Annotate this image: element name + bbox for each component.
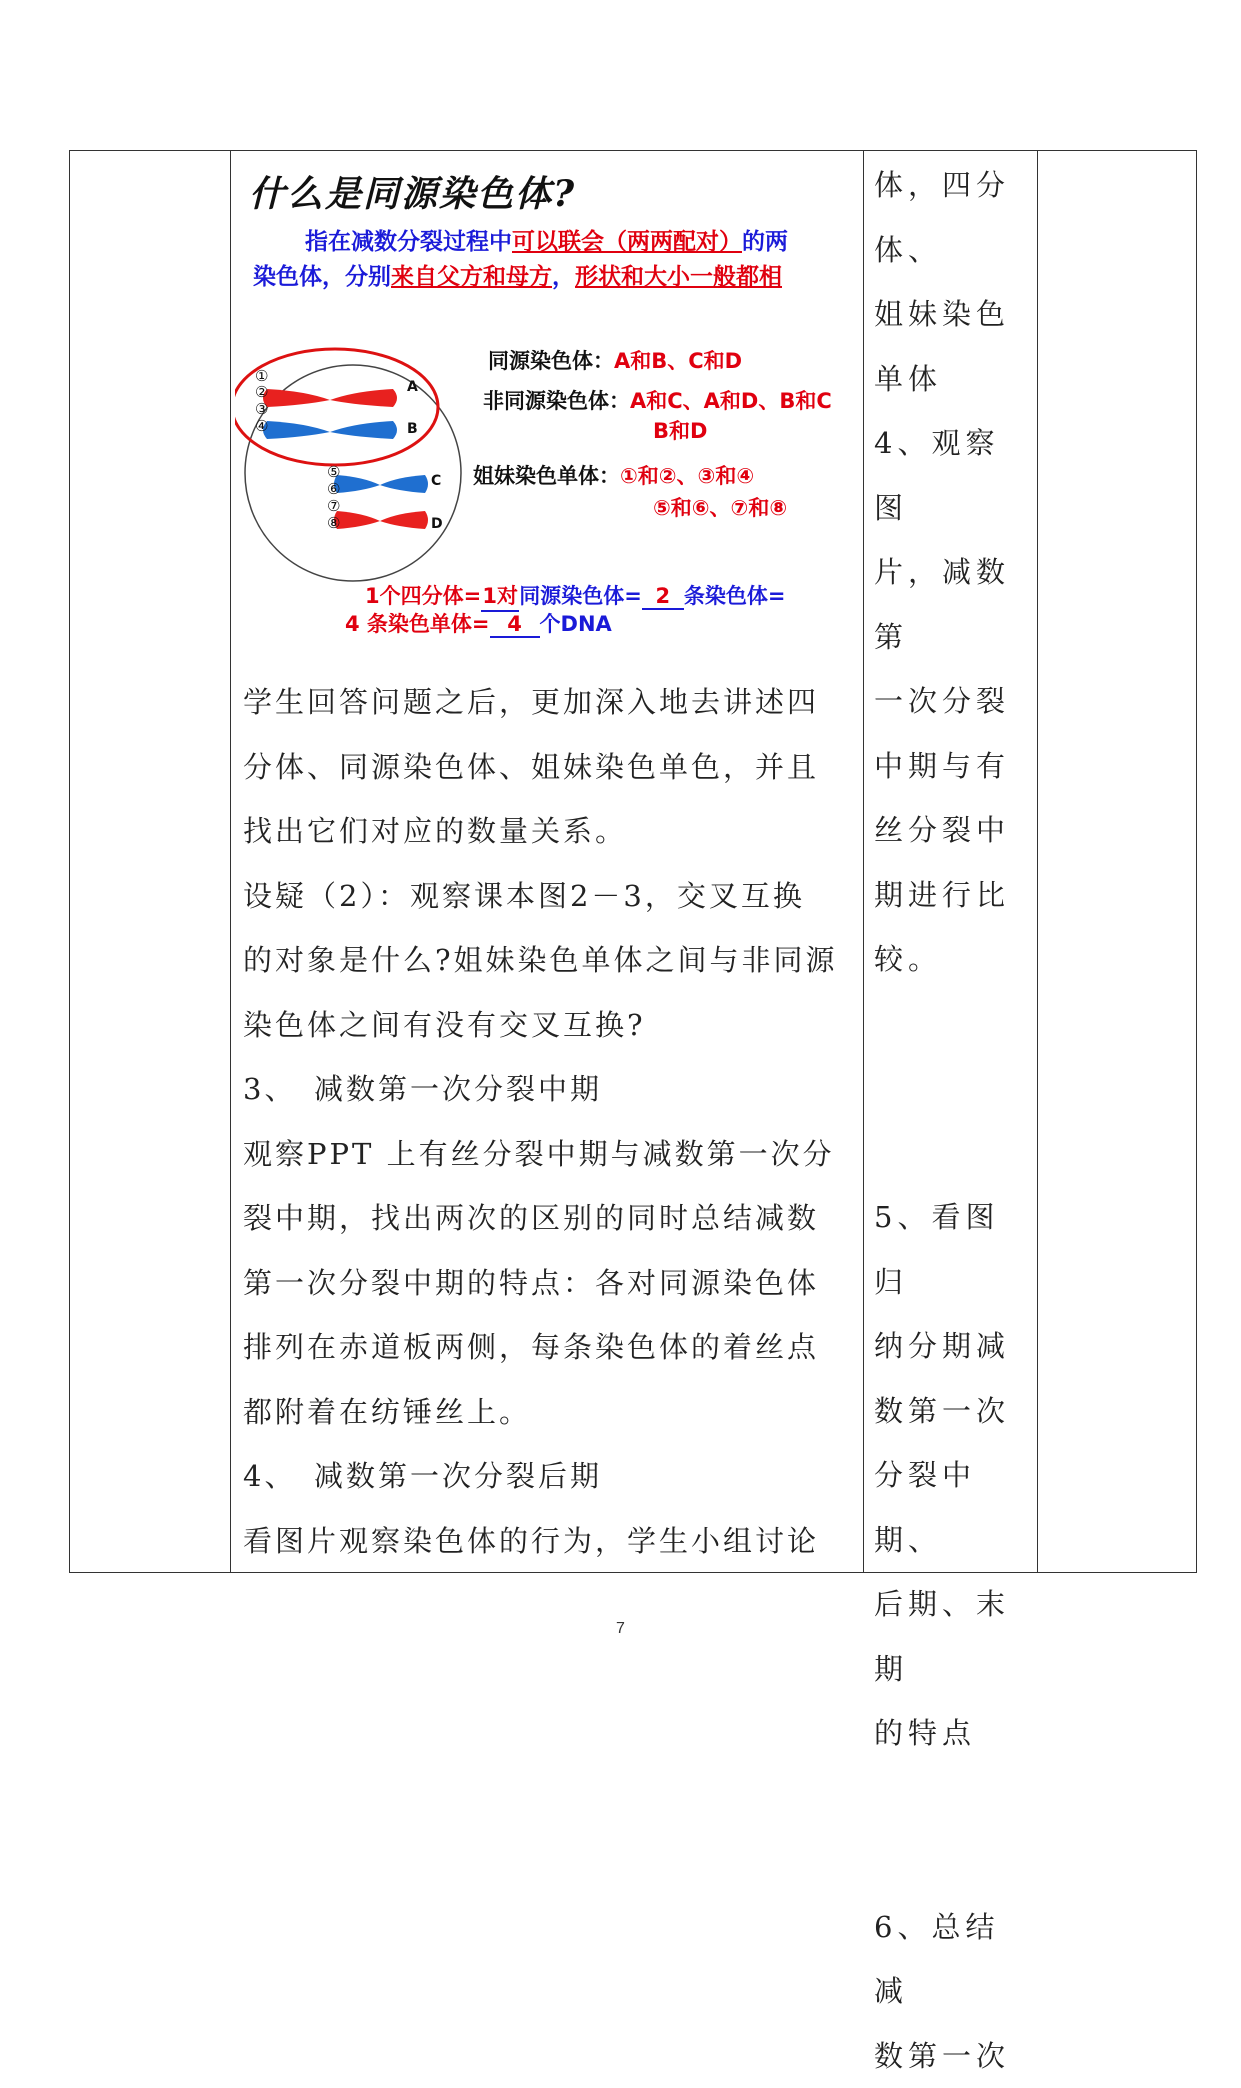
chromosome-c	[334, 475, 428, 493]
nonhomologous-line: 非同源染色体：A和C、A和D、B和C	[483, 385, 863, 415]
lesson-process-text	[243, 670, 853, 1573]
tetrad-equation-line-1: 1个四分体=1对同源染色体= 2 条染色体=	[365, 580, 785, 612]
paragraph-line: 染色体之间有没有交叉互换?	[243, 993, 853, 1058]
side-line: 较。	[874, 927, 1029, 992]
paragraph-line: 看图片观察染色体的行为，学生小组讨论	[243, 1509, 853, 1574]
chromatid-number-4: ④	[255, 417, 268, 435]
section-heading: 4、 减数第一次分裂后期	[243, 1444, 853, 1509]
chromosome-diagram	[235, 325, 465, 585]
side-line: 后期、末期	[874, 1572, 1029, 1701]
chromatid-number-7: ⑦	[327, 497, 340, 515]
side-line	[874, 1830, 1029, 1895]
paragraph-line: 的对象是什么?姐妹染色单体之间与非同源	[243, 928, 853, 993]
label-a: A	[407, 379, 418, 395]
nonhomologous-line-2: B和D	[653, 415, 707, 445]
side-line: 6、总结减	[874, 1895, 1029, 2024]
chromosome-a	[263, 389, 397, 407]
side-line: 片，减数第	[874, 540, 1029, 669]
side-line	[874, 992, 1029, 1057]
side-line	[874, 1056, 1029, 1121]
side-line: 丝分裂中	[874, 798, 1029, 863]
side-line: 数第一次	[874, 1379, 1029, 1444]
column-divider-3	[1037, 151, 1038, 1572]
paragraph-line: 分体、同源染色体、姐妹染色单色，并且	[243, 735, 853, 800]
paragraph-line: 学生回答问题之后，更加深入地去讲述四	[243, 670, 853, 735]
homologous-chromosome-figure	[235, 160, 865, 660]
side-line: 分裂中期、	[874, 1443, 1029, 1572]
chromatid-number-8: ⑧	[327, 514, 340, 532]
side-line: 单体	[874, 347, 1029, 412]
paragraph-line: 找出它们对应的数量关系。	[243, 799, 853, 864]
side-line: 中期与有	[874, 734, 1029, 799]
side-line: 期进行比	[874, 863, 1029, 928]
chromosome-d	[334, 511, 428, 529]
homologous-line: 同源染色体：A和B、C和D	[488, 345, 742, 375]
paragraph-line: 排列在赤道板两侧，每条染色体的着丝点	[243, 1315, 853, 1380]
paragraph-line: 裂中期，找出两次的区别的同时总结减数	[243, 1186, 853, 1251]
paragraph-line: 设疑（2）：观察课本图2－3，交叉互换	[243, 864, 853, 929]
paragraph-line: 都附着在纺锤丝上。	[243, 1380, 853, 1445]
sister-chromatid-line-2: ⑤和⑥、⑦和⑧	[653, 492, 787, 522]
chromatid-number-1: ①	[255, 367, 268, 385]
sister-chromatid-line: 姐妹染色单体：①和②、③和④	[473, 460, 754, 490]
chromatid-number-6: ⑥	[327, 480, 340, 498]
side-line: 的特点	[874, 1701, 1029, 1766]
side-line: 数第一次	[874, 2024, 1029, 2088]
side-line	[874, 1121, 1029, 1186]
label-c: C	[431, 473, 441, 489]
side-line: 4、观察图	[874, 411, 1029, 540]
chromosome-b	[263, 421, 397, 439]
label-d: D	[431, 516, 443, 532]
column-divider-1	[230, 151, 231, 1572]
figure-title: 什么是同源染色体?	[249, 166, 576, 217]
side-line: 体，四分体、	[874, 153, 1029, 282]
paragraph-line: 观察PPT 上有丝分裂中期与减数第一次分	[243, 1122, 853, 1187]
section-heading: 3、 减数第一次分裂中期	[243, 1057, 853, 1122]
side-line: 一次分裂	[874, 669, 1029, 734]
student-activity-column	[874, 153, 1029, 2088]
chromatid-number-2: ②	[255, 383, 268, 401]
side-line: 姐妹染色	[874, 282, 1029, 347]
label-b: B	[407, 421, 418, 437]
paragraph-line: 第一次分裂中期的特点：各对同源染色体	[243, 1251, 853, 1316]
side-line: 纳分期减	[874, 1314, 1029, 1379]
page-number: 7	[0, 1620, 1241, 1638]
chromatid-number-3: ③	[255, 400, 268, 418]
definition-text: 指在减数分裂过程中可以联会（两两配对）的两 染色体，分别来自父方和母方，形状和大小一般都相	[253, 225, 863, 301]
side-line	[874, 1766, 1029, 1831]
chromatid-number-5: ⑤	[327, 463, 340, 481]
side-line: 5、看图归	[874, 1185, 1029, 1314]
tetrad-equation-line-2: 4 条染色单体= 4 个DNA	[345, 608, 612, 638]
